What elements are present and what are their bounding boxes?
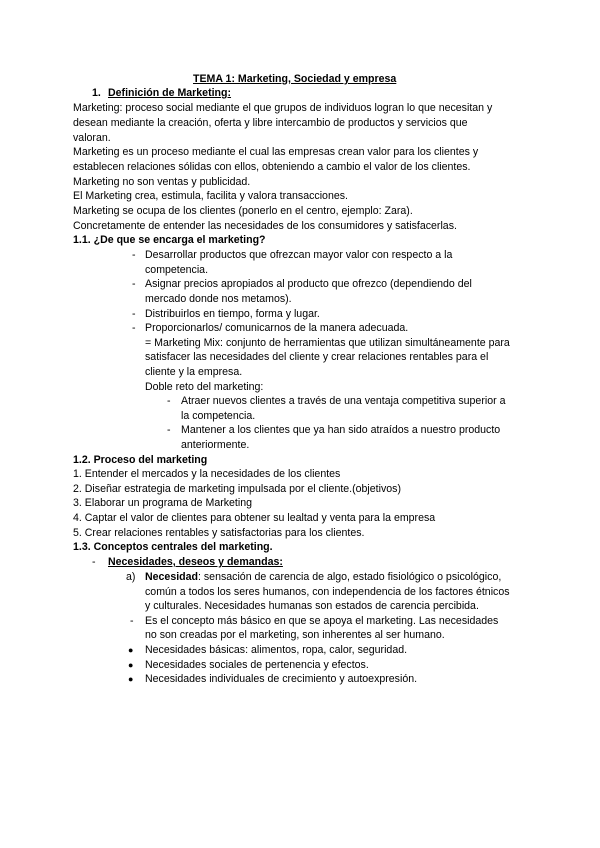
list-item-line: no son creadas por el marketing, son inherentes al ser humano. <box>145 629 445 641</box>
process-step: 1. Entender el mercados y la necesidades de los clientes <box>73 468 341 480</box>
paragraph-line: Concretamente de entender las necesidades de los consumidores y satisfacerlas. <box>73 220 457 232</box>
section-1-number: 1. <box>92 87 101 99</box>
bullet-marker: ● <box>128 660 134 670</box>
item-a-marker: a) <box>126 571 136 583</box>
paragraph-line: Marketing es un proceso mediante el cual las empresas crean valor para los clientes y <box>73 146 479 158</box>
bullet-marker: ● <box>128 674 134 684</box>
necesidad-definition-line: y culturales. Necesidades humanas son estados de carencia percibida. <box>145 600 479 612</box>
list-item-line: Proporcionarlos/ comunicarnos de la manera adecuada. <box>145 322 409 334</box>
bullet-item: Necesidades sociales de pertenencia y efectos. <box>145 659 369 671</box>
list-item-line: la competencia. <box>181 410 256 422</box>
process-step: 5. Crear relaciones rentables y satisfactorias para los clientes. <box>73 527 365 539</box>
list-item-line: anteriormente. <box>181 439 250 451</box>
necesidad-term: Necesidad <box>145 571 198 583</box>
dash-marker: - <box>167 424 171 436</box>
dash-marker: - <box>132 249 136 261</box>
section-1-3-heading: 1.3. Conceptos centrales del marketing. <box>73 541 273 553</box>
list-item-line: Atraer nuevos clientes a través de una ventaja competitiva superior a <box>181 395 506 407</box>
list-item-line: Distribuirlos en tiempo, forma y lugar. <box>145 308 320 320</box>
dash-marker: - <box>132 322 136 334</box>
necesidad-definition-line <box>145 570 501 585</box>
paragraph-line: Marketing se ocupa de los clientes (ponerlo en el centro, ejemplo: Zara). <box>73 205 413 217</box>
paragraph-line: El Marketing crea, estimula, facilita y valora transacciones. <box>73 190 348 202</box>
process-step: 4. Captar el valor de clientes para obtener su lealtad y venta para la empresa <box>73 512 436 524</box>
dash-marker: - <box>130 615 134 627</box>
paragraph-line: Marketing: proceso social mediante el que grupos de individuos logran lo que necesitan y <box>73 102 493 114</box>
process-step: 3. Elaborar un programa de Marketing <box>73 497 253 509</box>
necesidades-heading: Necesidades, deseos y demandas: <box>108 556 283 568</box>
dash-marker: - <box>132 278 136 290</box>
dash-marker: - <box>167 395 171 407</box>
list-item-line: Es el concepto más básico en que se apoya el marketing. Las necesidades <box>145 615 499 627</box>
paragraph-line: desean mediante la creación, oferta y libre intercambio de productos y servicios que <box>73 117 468 129</box>
bullet-item: Necesidades básicas: alimentos, ropa, calor, seguridad. <box>145 644 408 656</box>
marketing-mix-line: satisfacer las necesidades del cliente y crear relaciones rentables para el <box>145 351 489 363</box>
bullet-marker: ● <box>128 645 134 655</box>
section-1-2-heading: 1.2. Proceso del marketing <box>73 454 208 466</box>
section-1-1-heading: 1.1. ¿De que se encarga el marketing? <box>73 234 266 246</box>
paragraph-line: valoran. <box>73 132 111 144</box>
necesidad-text: : sensación de carencia de algo, estado fisiológico o psicológico, <box>198 571 502 583</box>
section-1-heading: Definición de Marketing: <box>108 87 232 99</box>
dash-marker: - <box>132 308 136 320</box>
list-item-line: Mantener a los clientes que ya han sido atraídos a nuestro producto <box>181 424 501 436</box>
marketing-mix-line: cliente y la empresa. <box>145 366 243 378</box>
bullet-item: Necesidades individuales de crecimiento y autoexpresión. <box>145 673 418 685</box>
process-step: 2. Diseñar estrategia de marketing impulsada por el cliente.(objetivos) <box>73 483 401 495</box>
page-title: TEMA 1: Marketing, Sociedad y empresa <box>193 73 397 85</box>
marketing-mix-line: = Marketing Mix: conjunto de herramientas que utilizan simultáneamente para <box>145 337 510 349</box>
list-item-line: mercado donde nos metamos). <box>145 293 292 305</box>
doble-reto-label: Doble reto del marketing: <box>145 381 264 393</box>
necesidad-definition-line: común a todos los seres humanos, con independencia de los factores étnicos <box>145 586 510 598</box>
list-item-line: Asignar precios apropiados al producto que ofrezco (dependiendo del <box>145 278 472 290</box>
list-item-line: competencia. <box>145 264 209 276</box>
list-item-line: Desarrollar productos que ofrezcan mayor valor con respecto a la <box>145 249 453 261</box>
paragraph-line: Marketing no son ventas y publicidad. <box>73 176 251 188</box>
paragraph-line: establecen relaciones sólidas con ellos, obteniendo a cambio el valor de los clientes. <box>73 161 471 173</box>
dash-marker: - <box>92 556 96 568</box>
